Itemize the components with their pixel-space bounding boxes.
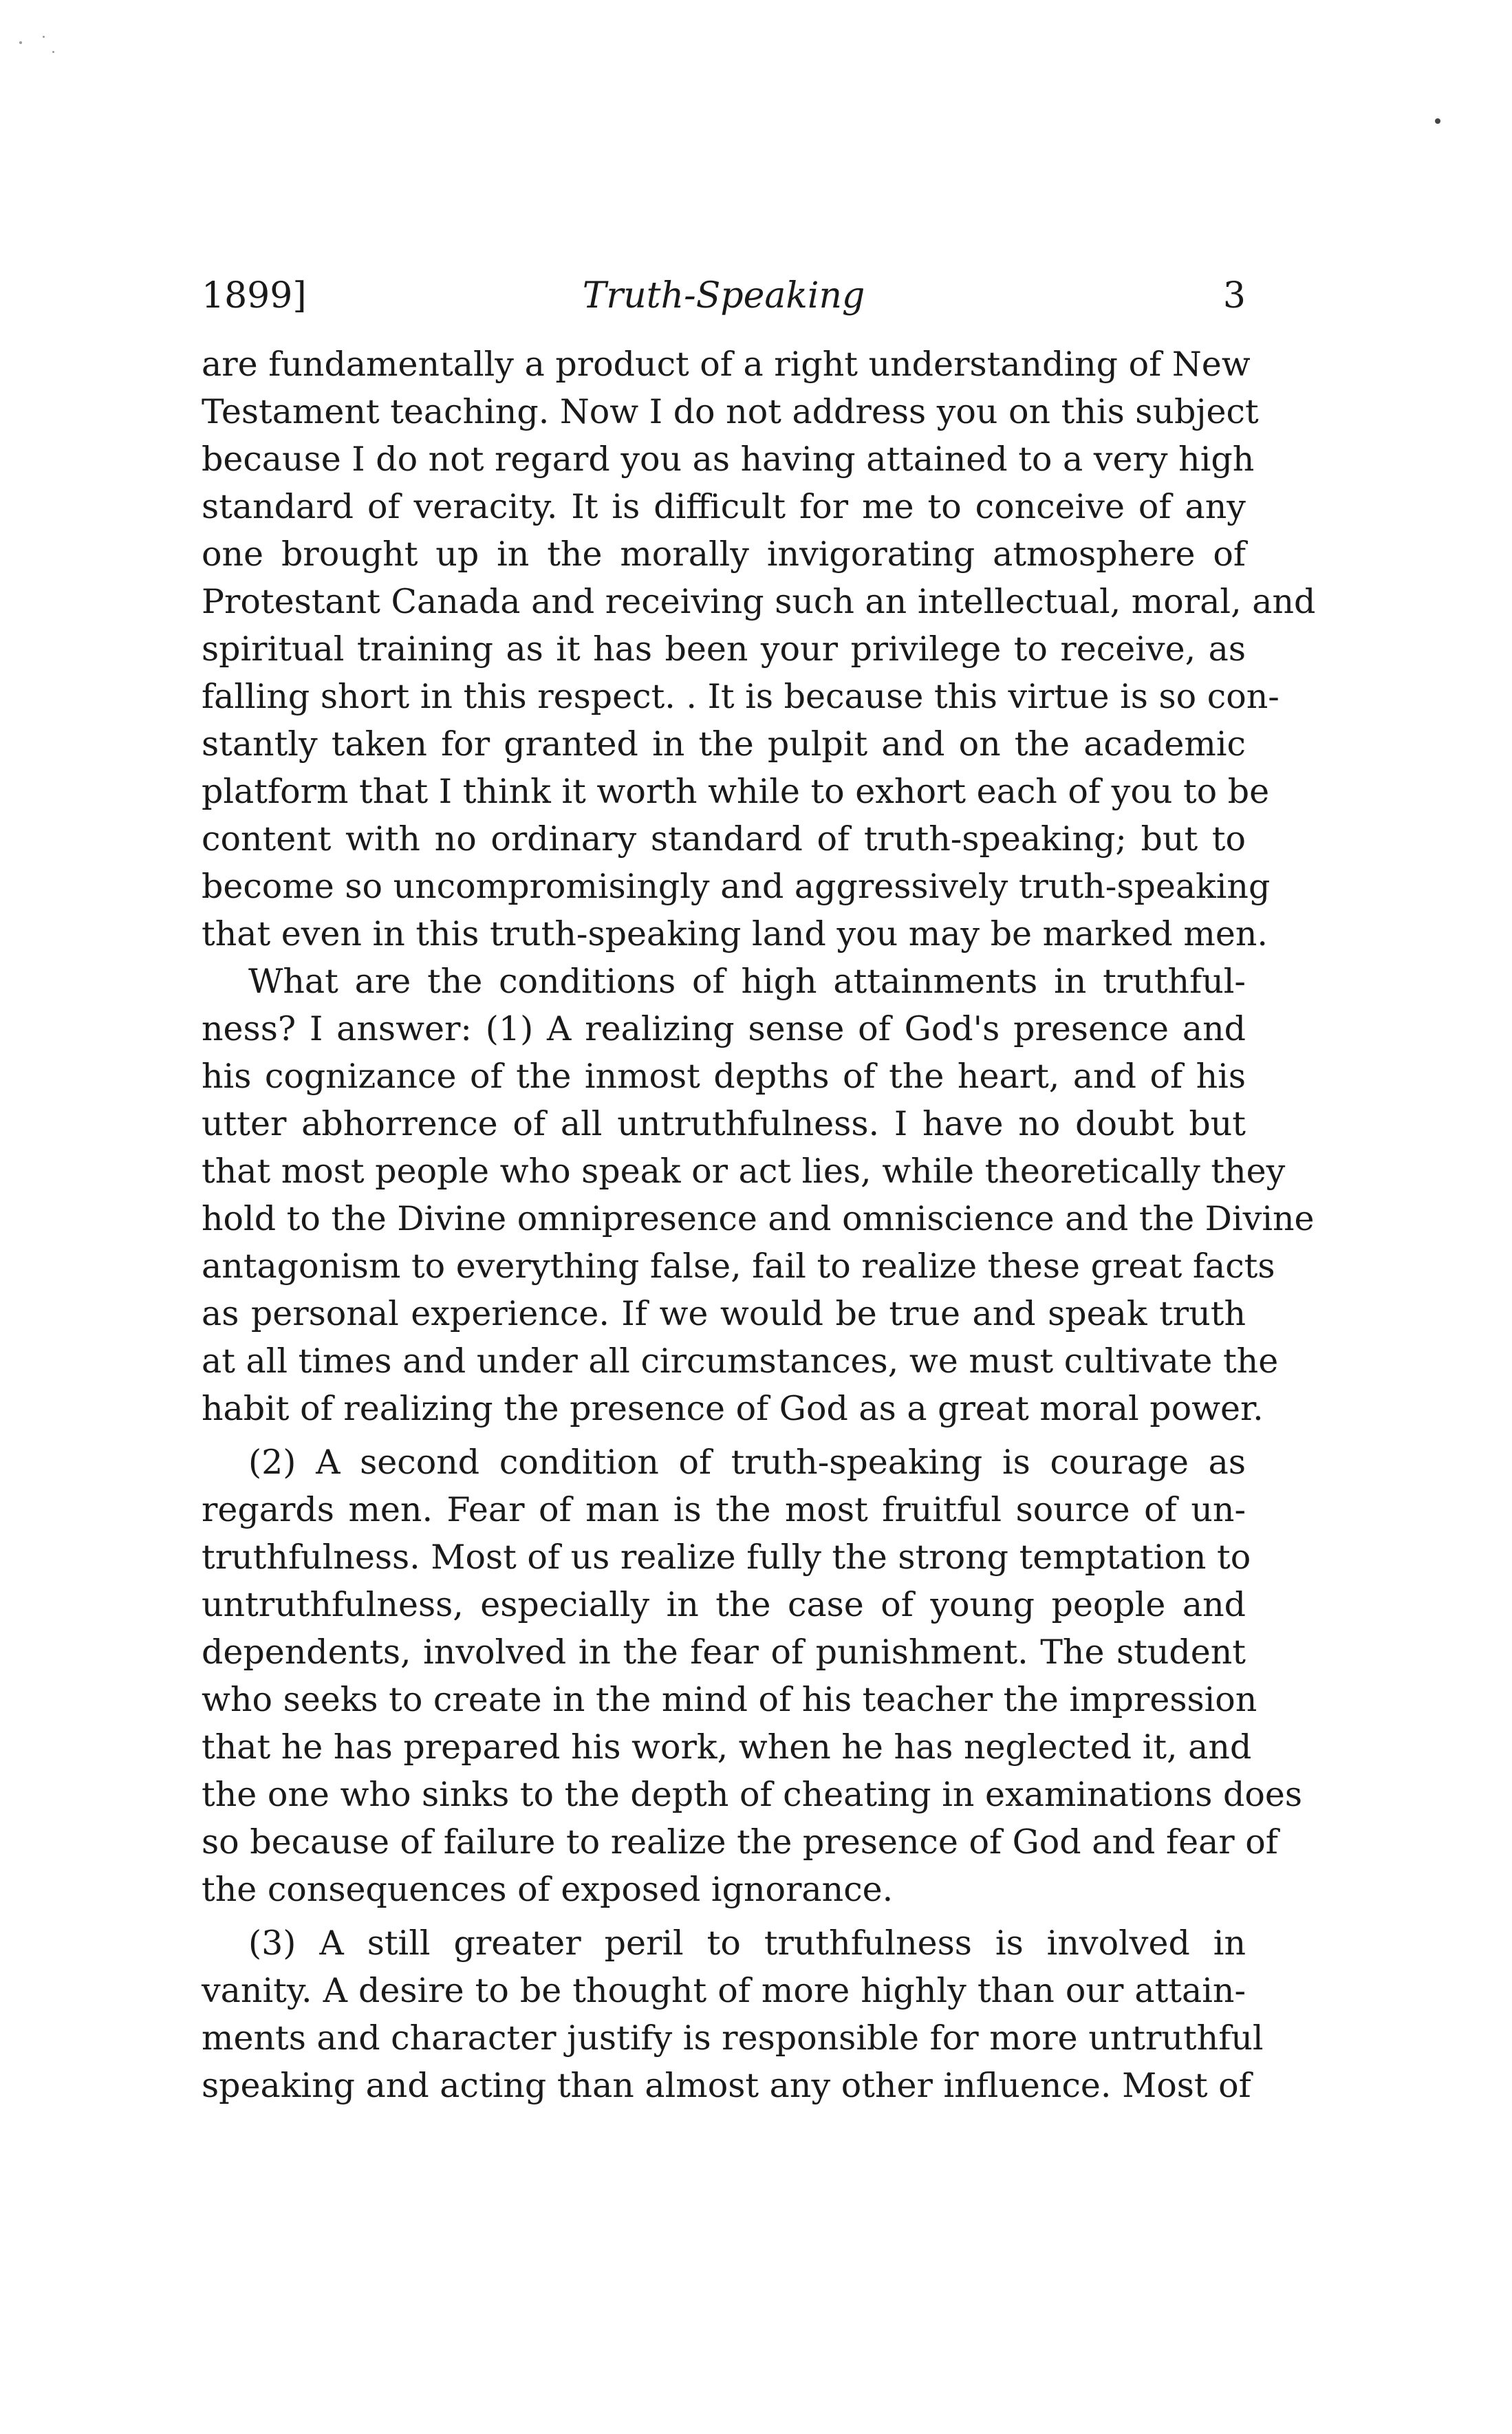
paragraph [202,1439,1302,1913]
text-line: falling short in this respect. . It is because this virtue is so con- [202,677,1279,716]
text-line: platform that I think it worth while to exhort each of you to be [202,772,1270,811]
ink-speck [1435,118,1440,124]
text-line: the one who sinks to the depth of cheating in examinations does [202,1775,1302,1814]
paragraph [202,1919,1264,2109]
text-line: stantly taken for granted in the pulpit and on the academic [202,724,1246,764]
ink-speck [52,51,54,53]
text-line: that even in this truth-speaking land you may be marked men. [202,914,1268,954]
header-year: 1899] [202,275,307,316]
paragraph-gap [202,1432,1246,1439]
text-line: his cognizance of the inmost depths of the heart, and of his [202,1057,1246,1096]
text-line: habit of realizing the presence of God as a great moral power. [202,1389,1264,1428]
paragraph [202,341,1316,958]
text-line: because I do not regard you as having attained to a very high [202,440,1255,479]
text-line: at all times and under all circumstances, we must cultivate the [202,1342,1279,1381]
text-line: Testament teaching. Now I do not address you on this subject [202,392,1259,431]
text-line: speaking and acting than almost any other influence. Most of [202,2066,1251,2105]
text-line: spiritual training as it has been your privilege to receive, as [202,629,1246,669]
paragraph-gap [202,1913,1246,1919]
header-title: Truth-Speaking [582,275,865,316]
page-number: 3 [1222,275,1246,316]
text-line: hold to the Divine omnipresence and omniscience and the Divine [202,1199,1315,1238]
text-line: (2) A second condition of truth-speaking is courage as [248,1443,1246,1482]
text-line: that he has prepared his work, when he has neglected it, and [202,1727,1252,1767]
text-line: vanity. A desire to be thought of more highly than our attain- [202,1971,1246,2010]
text-line: are fundamentally a product of a right understanding of New [202,345,1251,384]
text-line: ness? I answer: (1) A realizing sense of God's presence and [202,1009,1246,1048]
text-line: so because of failure to realize the presence of God and fear of [202,1822,1278,1862]
paragraph [202,958,1315,1432]
running-header [202,272,1246,320]
text-line: content with no ordinary standard of truth-speaking; but to [202,819,1246,859]
text-line: utter abhorrence of all untruthfulness. I have no doubt but [202,1104,1246,1143]
text-line: (3) A still greater peril to truthfulness is involved in [248,1924,1246,1963]
text-line: ments and character justify is responsible for more untruthful [202,2018,1264,2058]
body-text [202,341,1316,2109]
text-line: become so uncompromisingly and aggressively truth-speaking [202,867,1271,906]
text-line: standard of veracity. It is difficult for me to conceive of any [202,487,1246,526]
text-line: truthfulness. Most of us realize fully the strong temptation to [202,1538,1251,1577]
text-line: that most people who speak or act lies, while theoretically they [202,1152,1286,1191]
ink-speck [43,36,45,38]
text-line: What are the conditions of high attainments in truthful- [248,962,1246,1001]
ink-speck [19,41,22,44]
text-line: regards men. Fear of man is the most fruitful source of un- [202,1490,1246,1529]
text-line: dependents, involved in the fear of punishment. The student [202,1633,1246,1672]
text-line: who seeks to create in the mind of his teacher the impression [202,1680,1257,1719]
text-line: one brought up in the morally invigorating atmosphere of [202,535,1246,574]
text-line: Protestant Canada and receiving such an intellectual, moral, and [202,582,1316,621]
text-line: untruthfulness, especially in the case of young people and [202,1585,1246,1624]
text-line: as personal experience. If we would be true and speak truth [202,1294,1246,1333]
text-line: antagonism to everything false, fail to realize these great facts [202,1247,1275,1286]
text-line: the consequences of exposed ignorance. [202,1870,894,1909]
